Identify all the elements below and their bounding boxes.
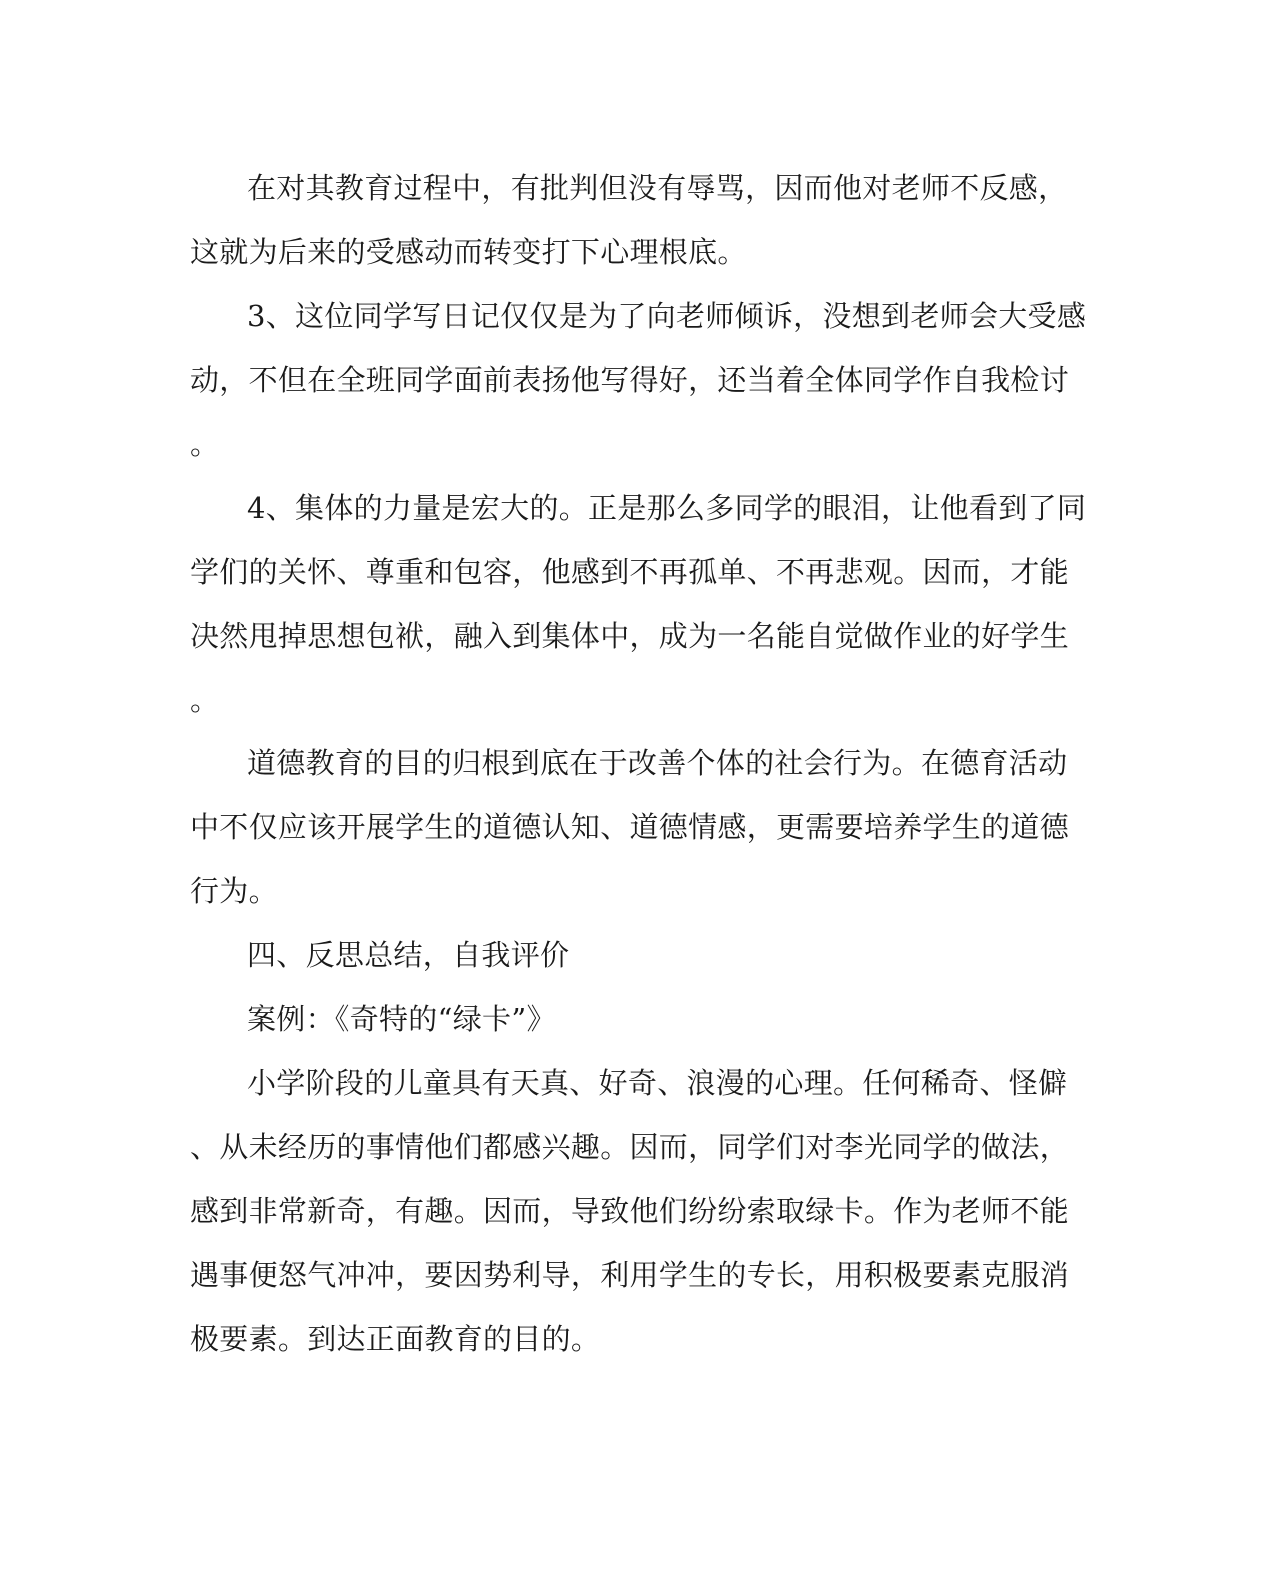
case-title: 案例：《奇特的“绿卡”》 [247,1002,556,1036]
text-line: 。 [190,683,220,717]
text-line: 小学阶段的儿童具有天真、好奇、浪漫的心理。任何稀奇、怪僻 [247,1066,1068,1100]
text-line: 行为。 [190,874,278,908]
text-line: 这就为后来的受感动而转变打下心理根底。 [190,235,747,269]
text-line: 。 [190,427,220,461]
text-line: 中不仅应该开展学生的道德认知、道德情感，更需要培养学生的道德 [190,810,1070,844]
text-line: 、从未经历的事情他们都感兴趣。因而，同学们对李光同学的做法， [190,1130,1070,1164]
text-line: 极要素。到达正面教育的目的。 [190,1322,601,1356]
text-line: 动，不但在全班同学面前表扬他写得好，还当着全体同学作自我检讨 [190,363,1070,397]
text-line: 决然甩掉思想包袱，融入到集体中，成为一名能自觉做作业的好学生 [190,619,1070,653]
text-line: 3、这位同学写日记仅仅是为了向老师倾诉，没想到老师会大受感 [247,299,1087,333]
text-line: 4、集体的力量是宏大的。正是那么多同学的眼泪，让他看到了同 [247,491,1087,525]
text-line: 遇事便怒气冲冲，要因势利导，利用学生的专长，用积极要素克服消 [190,1258,1070,1292]
text-line: 道德教育的目的归根到底在于改善个体的社会行为。在德育活动 [247,746,1068,780]
section-heading: 四、反思总结，自我评价 [247,938,570,972]
text-line: 感到非常新奇，有趣。因而，导致他们纷纷索取绿卡。作为老师不能 [190,1194,1070,1228]
text-line: 在对其教育过程中，有批判但没有辱骂，因而他对老师不反感， [247,171,1068,205]
text-line: 学们的关怀、尊重和包容，他感到不再孤单、不再悲观。因而，才能 [190,555,1070,589]
